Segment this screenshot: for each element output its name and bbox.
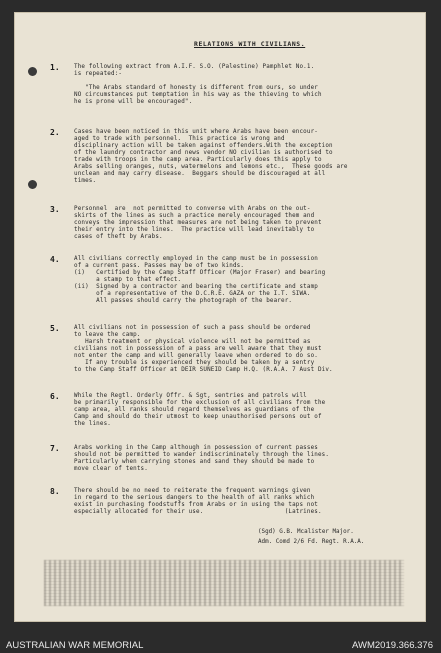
paragraph-line: of a current pass. Passes may be of two kinds. — [74, 263, 245, 269]
paragraph-line: times. — [74, 178, 97, 184]
paragraph-line: conveys the impression that measures are not being taken to prevent — [74, 220, 322, 226]
paragraph-line: should not be permitted to wander indiscriminately through the lines. — [74, 452, 330, 458]
paragraph-line: All passes should carry the photograph of the bearer. — [74, 298, 293, 304]
paragraph-line: especially allocated for their use. (Latrines. — [74, 509, 322, 515]
paragraph-line: not enter the camp and will generally leave when ordered to do so. — [74, 353, 318, 359]
paragraph-line: NO circumstances put temptation in his way as the thieving to which — [74, 92, 322, 98]
paragraph-line: of a representative of the D.C.R.E. GAZA or the I.T. SIWA. — [74, 291, 311, 297]
paragraph-line: the lines. — [74, 421, 111, 427]
signature-line-2: Adm. Comd 2/6 Fd. Regt. R.A.A. — [258, 539, 365, 545]
punch-hole — [28, 180, 37, 189]
document-page — [14, 12, 426, 622]
paragraph-line: disciplinary action will be taken against offenders.With the exception — [74, 143, 333, 149]
paragraph-number: 3. — [50, 205, 60, 214]
page-bottom-stain — [44, 560, 404, 606]
paragraph-line: (ii) Signed by a contractor and bearing the certificate and stamp — [74, 284, 318, 290]
paragraph-line: to the Camp Staff Officer at DEIR SUNEID Camp H.Q. (R.A.A. 7 Aust Div. — [74, 367, 333, 373]
paragraph-line: Harsh treatment or physical violence will not be permitted as — [74, 339, 311, 345]
paragraph-line: trade with troops in the camp area. Particularly does this apply to — [74, 157, 322, 163]
paragraph-line: The following extract from A.I.F. S.O. (Palestine) Pamphlet No.1. — [74, 64, 315, 70]
paragraph-line: Cases have been noticed in this unit where Arabs have been encour- — [74, 129, 318, 135]
paragraph-line: Arabs selling oranges, nuts, watermelons and lemons etc., These goods are — [74, 164, 348, 170]
paragraph-number: 6. — [50, 392, 60, 401]
punch-hole — [28, 67, 37, 76]
paragraph-line: he is prone will be encouraged". — [74, 99, 193, 105]
paragraph-line: Particularly when carrying stones and sand they should be made to — [74, 459, 315, 465]
paragraph-line: Camp and should do their utmost to keep unauthorised persons out of — [74, 414, 322, 420]
paragraph-line: move clear of tents. — [74, 466, 148, 472]
paragraph-line: unclean and may carry disease. Beggars should be discouraged at all — [74, 171, 326, 177]
paragraph-line: of the laundry contractor and news vendor NO civilian is authorised to — [74, 150, 333, 156]
paragraph-number: 8. — [50, 487, 60, 496]
paragraph-line: "The Arabs standard of honesty is different from ours, so under — [74, 85, 318, 91]
paragraph-number: 4. — [50, 255, 60, 264]
paragraph-line: is repeated:- — [74, 71, 123, 77]
paragraph-line: civilians not in possession of a pass are well aware that they must — [74, 346, 322, 352]
paragraph-number: 5. — [50, 324, 60, 333]
paragraph-number: 1. — [50, 63, 60, 72]
paragraph-line: their entry into the lines. The practice will lead inevitably to — [74, 227, 315, 233]
paragraph-line: to leave the camp. — [74, 332, 141, 338]
document-title: RELATIONS WITH CIVILIANS. — [194, 40, 306, 48]
paragraph-line: While the Regtl. Orderly Offr. & Sgt, sentries and patrols will — [74, 393, 307, 399]
paragraph-line: All civilians correctly employed in the camp must be in possession — [74, 256, 318, 262]
paragraph-line: aged to trade with personnel. This practice is wrong and — [74, 136, 285, 142]
signature-line-1: (Sgd) G.B. Mcalister Major. — [258, 529, 354, 535]
paragraph-line: There should be no need to reiterate the frequent warnings given — [74, 488, 311, 494]
paragraph-line: All civilians not in possession of such a pass should be ordered — [74, 325, 311, 331]
paragraph-line: skirts of the lines as such a practice merely encouraged them and — [74, 213, 315, 219]
paragraph-line: (i) Certified by the Camp Staff Officer (Major Fraser) and bearing — [74, 270, 326, 276]
paragraph-line: If any trouble is experienced they should be taken by a sentry — [74, 360, 315, 366]
paragraph-number: 7. — [50, 444, 60, 453]
footer-accession-number: AWM2019.366.376 — [352, 640, 433, 651]
paragraph-line: be primarily responsible for the exclusion of all civilians from the — [74, 400, 326, 406]
paragraph-number: 2. — [50, 128, 60, 137]
footer-institution: AUSTRALIAN WAR MEMORIAL — [6, 640, 144, 651]
paragraph-line: camp area, all ranks should regard themselves as guardians of the — [74, 407, 315, 413]
paragraph-line: a stamp to that effect. — [74, 277, 182, 283]
paragraph-line: cases of theft by Arabs. — [74, 234, 163, 240]
paragraph-line: in regard to the serious dangers to the health of all ranks which — [74, 495, 315, 501]
archive-footer — [0, 630, 441, 653]
paragraph-line: exist in purchasing foodstuffs from Arabs or in using the taps not — [74, 502, 318, 508]
paragraph-line: Personnel are not permitted to converse with Arabs on the out- — [74, 206, 311, 212]
paragraph-line: Arabs working in the Camp although in possession of current passes — [74, 445, 318, 451]
